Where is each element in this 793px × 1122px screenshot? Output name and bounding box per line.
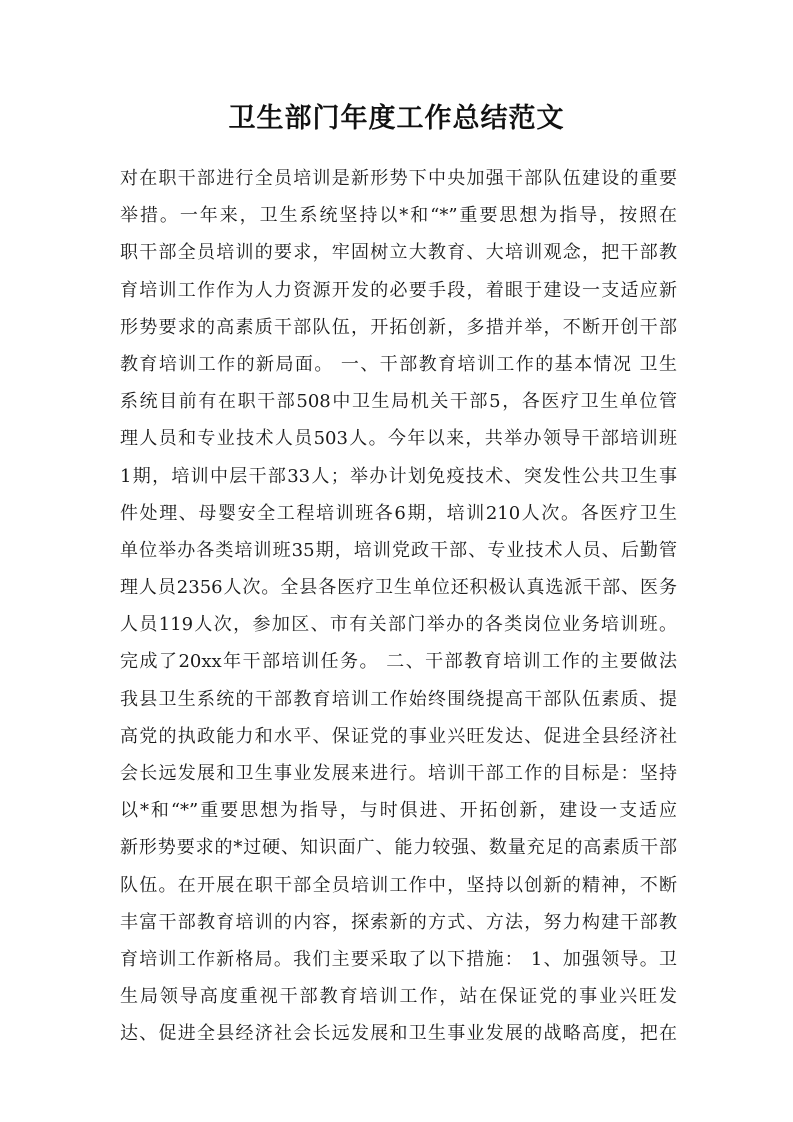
body-line: 育培训工作新格局。我们主要采取了以下措施： 1、加强领导。卫 [120, 948, 677, 970]
body-line: 以*和“*”重要思想为指导，与时俱进、开拓创新，建设一支适应 [120, 800, 677, 822]
body-line: 理人员和专业技术人员503人。今年以来，共举办领导干部培训班 [120, 428, 677, 450]
body-line: 对在职干部进行全员培训是新形势下中央加强干部队伍建设的重要 [120, 168, 677, 189]
body-line: 人员119人次，参加区、市有关部门举办的各类岗位业务培训班。 [120, 614, 677, 636]
body-line: 丰富干部教育培训的内容，探索新的方式、方法，努力构建干部教 [120, 911, 677, 933]
body-line: 高党的执政能力和水平、保证党的事业兴旺发达、促进全县经济社 [120, 725, 677, 747]
body-line: 队伍。在开展在职干部全员培训工作中，坚持以创新的精神，不断 [120, 874, 677, 896]
body-line: 件处理、母婴安全工程培训班各6期，培训210人次。各医疗卫生 [120, 502, 677, 524]
body-line: 单位举办各类培训班35期，培训党政干部、专业技术人员、后勤管 [120, 539, 677, 561]
body-line: 我县卫生系统的干部教育培训工作始终围绕提高干部队伍素质、提 [120, 688, 677, 710]
document-title: 卫生部门年度工作总结范文 [228, 103, 565, 134]
body-line: 育培训工作作为人力资源开发的必要手段，着眼于建设一支适应新 [120, 279, 677, 301]
body-line: 完成了20xx年干部培训任务。 二、干部教育培训工作的主要做法 [120, 651, 677, 673]
body-line: 系统目前有在职干部508中卫生局机关干部5，各医疗卫生单位管 [120, 391, 677, 413]
document-body [120, 160, 677, 1053]
body-line: 举措。一年来，卫生系统坚持以*和“*”重要思想为指导，按照在 [120, 205, 677, 227]
body-line: 职干部全员培训的要求，牢固树立大教育、大培训观念，把干部教 [120, 242, 677, 264]
body-line: 会长远发展和卫生事业发展来进行。培训干部工作的目标是：坚持 [120, 763, 677, 784]
body-line: 1期，培训中层干部33人；举办计划免疫技术、突发性公共卫生事 [120, 465, 677, 487]
body-line: 新形势要求的*过硬、知识面广、能力较强、数量充足的高素质干部 [120, 837, 677, 859]
body-line: 理人员2356人次。全县各医疗卫生单位还积极认真选派干部、医务 [120, 577, 677, 599]
body-line: 达、促进全县经济社会长远发展和卫生事业发展的战略高度，把在 [120, 1023, 677, 1045]
body-line: 生局领导高度重视干部教育培训工作，站在保证党的事业兴旺发 [120, 986, 677, 1008]
body-line: 教育培训工作的新局面。 一、干部教育培训工作的基本情况 卫生 [120, 353, 677, 375]
body-line: 形势要求的高素质干部队伍，开拓创新，多措并举，不断开创干部 [120, 316, 677, 338]
